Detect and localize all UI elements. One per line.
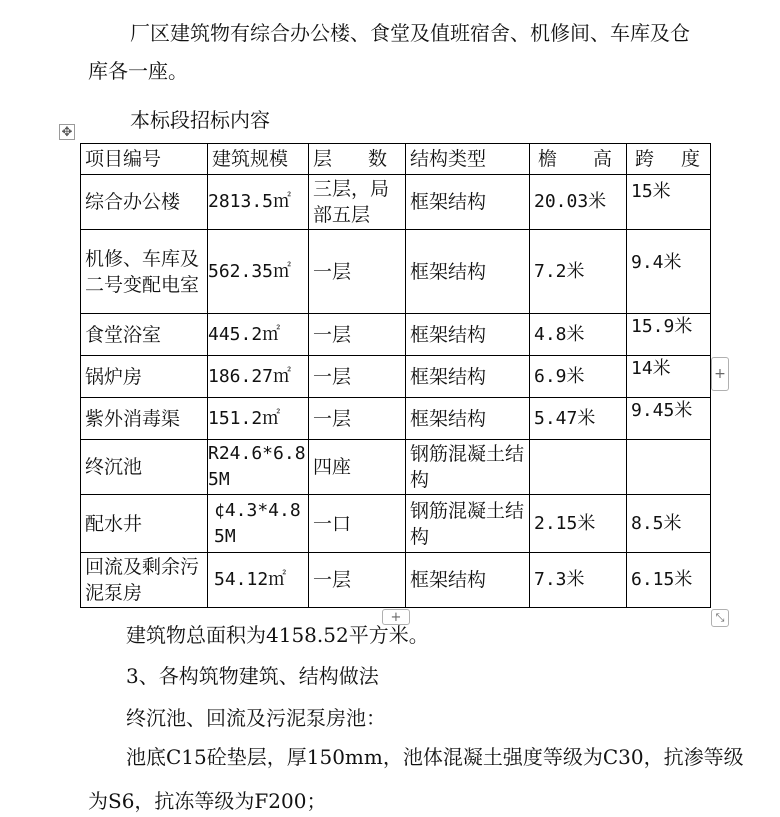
cell-eaves[interactable]: 20.03米 bbox=[530, 175, 627, 230]
cell-span[interactable]: 8.5米 bbox=[627, 495, 711, 553]
total-area-text: 建筑物总面积为4158.52平方米。 bbox=[126, 623, 429, 647]
table-row bbox=[81, 314, 711, 356]
cell-span[interactable]: 15.9米 bbox=[627, 314, 711, 356]
cell-floors[interactable]: 一层 bbox=[309, 356, 406, 398]
cell-structure[interactable]: 框架结构 bbox=[406, 175, 530, 230]
table-move-handle-icon[interactable]: ✥ bbox=[59, 124, 75, 140]
header-structure[interactable]: 结构类型 bbox=[406, 144, 530, 175]
subheading: 终沉池、回流及污泥泵房池： bbox=[126, 706, 386, 730]
cell-structure[interactable]: 框架结构 bbox=[406, 398, 530, 440]
cell-floors[interactable]: 一层 bbox=[309, 314, 406, 356]
table-resize-handle-icon[interactable]: ⤡ bbox=[711, 609, 729, 627]
bid-content-table bbox=[80, 143, 711, 608]
cell-floors[interactable]: 一层 bbox=[309, 230, 406, 314]
cell-scale[interactable]: 445.2㎡ bbox=[208, 314, 309, 356]
cell-name[interactable]: 紫外消毒渠 bbox=[81, 398, 208, 440]
add-column-button[interactable]: + bbox=[711, 357, 729, 391]
cell-scale[interactable]: R24.6*6.85M bbox=[208, 440, 309, 495]
cell-name[interactable]: 锅炉房 bbox=[81, 356, 208, 398]
section-title: 本标段招标内容 bbox=[130, 108, 270, 132]
body-line-2: 为S6，抗冻等级为F200； bbox=[88, 789, 327, 813]
cell-scale[interactable]: 151.2㎡ bbox=[208, 398, 309, 440]
table-row bbox=[81, 356, 711, 398]
cell-structure[interactable]: 钢筋混凝土结构 bbox=[406, 440, 530, 495]
add-row-button[interactable]: + bbox=[382, 609, 410, 625]
cell-eaves[interactable]: 6.9米 bbox=[530, 356, 627, 398]
body-line-1: 池底C15砼垫层，厚150mm，池体混凝土强度等级为C30，抗渗等级 bbox=[126, 745, 744, 769]
table-row bbox=[81, 440, 711, 495]
cell-eaves[interactable]: 4.8米 bbox=[530, 314, 627, 356]
cell-structure[interactable]: 框架结构 bbox=[406, 553, 530, 608]
cell-span[interactable]: 9.45米 bbox=[627, 398, 711, 440]
cell-name[interactable]: 食堂浴室 bbox=[81, 314, 208, 356]
header-eaves[interactable] bbox=[530, 144, 627, 175]
header-span-part1: 跨 bbox=[635, 148, 655, 170]
cell-scale[interactable]: 2813.5㎡ bbox=[208, 175, 309, 230]
cell-floors[interactable]: 一层 bbox=[309, 553, 406, 608]
header-scale[interactable]: 建筑规模 bbox=[208, 144, 309, 175]
cell-name[interactable]: 配水井 bbox=[81, 495, 208, 553]
header-floors[interactable] bbox=[309, 144, 406, 175]
cell-scale[interactable]: 54.12㎡ bbox=[208, 553, 309, 608]
table-row bbox=[81, 553, 711, 608]
cell-structure[interactable]: 框架结构 bbox=[406, 314, 530, 356]
cell-eaves[interactable]: 7.2米 bbox=[530, 230, 627, 314]
cell-eaves[interactable]: 2.15米 bbox=[530, 495, 627, 553]
cell-eaves[interactable] bbox=[530, 440, 627, 495]
header-floors-part2: 数 bbox=[367, 148, 387, 170]
table-row bbox=[81, 230, 711, 314]
header-floors-part1: 层 bbox=[313, 148, 333, 170]
header-span[interactable] bbox=[627, 144, 711, 175]
cell-floors[interactable]: 三层，局部五层 bbox=[309, 175, 406, 230]
header-span-part2: 度 bbox=[680, 148, 700, 170]
cell-name[interactable]: 终沉池 bbox=[81, 440, 208, 495]
cell-floors[interactable]: 一口 bbox=[309, 495, 406, 553]
header-eaves-part1: 檐 bbox=[538, 148, 558, 170]
cell-scale[interactable]: 186.27㎡ bbox=[208, 356, 309, 398]
cell-eaves[interactable]: 7.3米 bbox=[530, 553, 627, 608]
cell-floors[interactable]: 四座 bbox=[309, 440, 406, 495]
cell-structure[interactable]: 框架结构 bbox=[406, 356, 530, 398]
header-eaves-part2: 高 bbox=[592, 148, 612, 170]
cell-structure[interactable]: 钢筋混凝土结构 bbox=[406, 495, 530, 553]
cell-eaves[interactable]: 5.47米 bbox=[530, 398, 627, 440]
cell-structure[interactable]: 框架结构 bbox=[406, 230, 530, 314]
table-row bbox=[81, 495, 711, 553]
header-item-no[interactable]: 项目编号 bbox=[81, 144, 208, 175]
table-header-row bbox=[81, 144, 711, 175]
cell-name[interactable]: 回流及剩余污泥泵房 bbox=[81, 553, 208, 608]
cell-span[interactable] bbox=[627, 440, 711, 495]
table-row bbox=[81, 398, 711, 440]
cell-name[interactable]: 综合办公楼 bbox=[81, 175, 208, 230]
cell-scale[interactable]: 562.35㎡ bbox=[208, 230, 309, 314]
cell-span[interactable]: 15米 bbox=[627, 175, 711, 230]
cell-span[interactable]: 9.4米 bbox=[627, 230, 711, 314]
section-3-heading: 3、各构筑物建筑、结构做法 bbox=[126, 664, 379, 688]
cell-scale[interactable]: ¢4.3*4.85M bbox=[208, 495, 309, 553]
cell-floors[interactable]: 一层 bbox=[309, 398, 406, 440]
table-row bbox=[81, 175, 711, 230]
cell-span[interactable]: 14米 bbox=[627, 356, 711, 398]
cell-name[interactable]: 机修、车库及二号变配电室 bbox=[81, 230, 208, 314]
intro-paragraph: 厂区建筑物有综合办公楼、食堂及值班宿舍、机修间、车库及仓库各一座。 bbox=[88, 21, 690, 83]
cell-span[interactable]: 6.15米 bbox=[627, 553, 711, 608]
